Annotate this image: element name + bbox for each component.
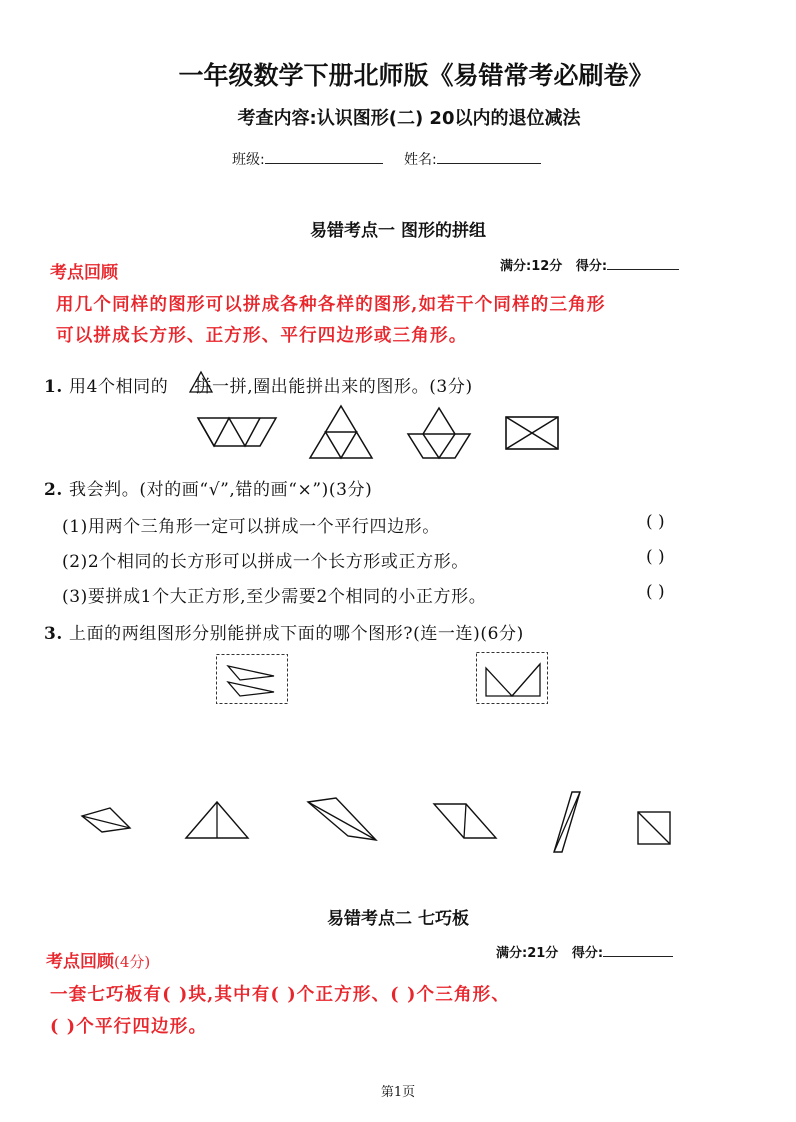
q1-option-trapezoid[interactable] bbox=[196, 416, 278, 448]
page-number: 第1页 bbox=[380, 1085, 416, 1100]
small-triangle-icon bbox=[188, 370, 214, 394]
q1-option-rectangle[interactable] bbox=[504, 415, 560, 451]
question-1 bbox=[44, 372, 473, 397]
q3-shape-parallelogram[interactable] bbox=[432, 802, 498, 840]
q3-shape-thin-parallelogram[interactable] bbox=[80, 806, 132, 834]
section2-score-blank[interactable] bbox=[603, 944, 673, 957]
section1-score bbox=[500, 255, 679, 274]
section2-score bbox=[496, 942, 673, 961]
q2-text: 我会判。(对的画“√”,错的画“×”)(3分) bbox=[68, 480, 373, 500]
question-3 bbox=[44, 619, 524, 644]
q3-number: 3. bbox=[44, 624, 63, 644]
page-subtitle: 考查内容:认识图形(二) 20以内的退位减法 bbox=[237, 108, 581, 129]
q3-shape-isosceles-triangle[interactable] bbox=[184, 800, 250, 840]
q3-shape-vertical-parallelogram[interactable] bbox=[552, 790, 582, 854]
section1-score-blank[interactable] bbox=[607, 257, 679, 270]
section1-review-title: 考点回顾 bbox=[50, 263, 118, 283]
q1-text-b: 拼一拼,圈出能拼出来的图形。(3分) bbox=[194, 377, 473, 397]
section2-score-label: 得分: bbox=[571, 946, 604, 961]
class-blank[interactable] bbox=[265, 149, 383, 164]
q1-option-big-triangle[interactable] bbox=[308, 404, 374, 460]
section2-title: 易错考点二 七巧板 bbox=[327, 909, 469, 929]
section2-review-points: (4分) bbox=[114, 953, 151, 971]
q1-text-a: 用4个相同的 bbox=[68, 377, 169, 397]
section2-line2: ( )个平行四边形。 bbox=[50, 1017, 208, 1037]
q3-text: 上面的两组图形分别能拼成下面的哪个图形?(连一连)(6分) bbox=[68, 624, 524, 644]
section1-title: 易错考点一 图形的拼组 bbox=[310, 221, 486, 241]
q2-answer-1[interactable]: ( ) bbox=[646, 512, 665, 532]
q2-answer-2[interactable]: ( ) bbox=[646, 547, 665, 567]
page-title: 一年级数学下册北师版《易错常考必刷卷》 bbox=[178, 61, 654, 90]
q3-shape-long-parallelogram[interactable] bbox=[306, 796, 378, 844]
section1-review-line1: 用几个同样的图形可以拼成各种各样的图形,如若干个同样的三角形 bbox=[56, 295, 606, 315]
name-field bbox=[404, 149, 541, 169]
section1-score-label: 得分: bbox=[575, 259, 608, 274]
q1-option-star-shape[interactable] bbox=[406, 406, 472, 460]
section2-full-score: 满分:21分 bbox=[496, 946, 559, 961]
q2-answer-3[interactable]: ( ) bbox=[646, 582, 665, 602]
q3-shape-square[interactable] bbox=[636, 810, 672, 846]
q2-number: 2. bbox=[44, 480, 63, 500]
q1-number: 1. bbox=[44, 377, 63, 397]
q2-item-2: (2)2个相同的长方形可以拼成一个长方形或正方形。 bbox=[62, 552, 469, 572]
section2-line1: 一套七巧板有( )块,其中有( )个正方形、( )个三角形、 bbox=[50, 985, 511, 1005]
q3-group-left-thin-triangles[interactable] bbox=[216, 654, 288, 704]
class-label: 班级: bbox=[232, 152, 265, 168]
q2-item-3: (3)要拼成1个大正方形,至少需要2个相同的小正方形。 bbox=[62, 587, 487, 607]
q3-group-right-right-triangles[interactable] bbox=[476, 652, 548, 704]
section2-review bbox=[46, 947, 150, 972]
section2-review-title: 考点回顾 bbox=[46, 952, 114, 972]
question-2 bbox=[44, 475, 372, 500]
name-blank[interactable] bbox=[437, 149, 541, 164]
class-field bbox=[232, 149, 383, 169]
name-label: 姓名: bbox=[404, 152, 437, 168]
section1-review-line2: 可以拼成长方形、正方形、平行四边形或三角形。 bbox=[56, 326, 468, 346]
q2-item-1: (1)用两个三角形一定可以拼成一个平行四边形。 bbox=[62, 517, 440, 537]
section1-full-score: 满分:12分 bbox=[500, 259, 563, 274]
